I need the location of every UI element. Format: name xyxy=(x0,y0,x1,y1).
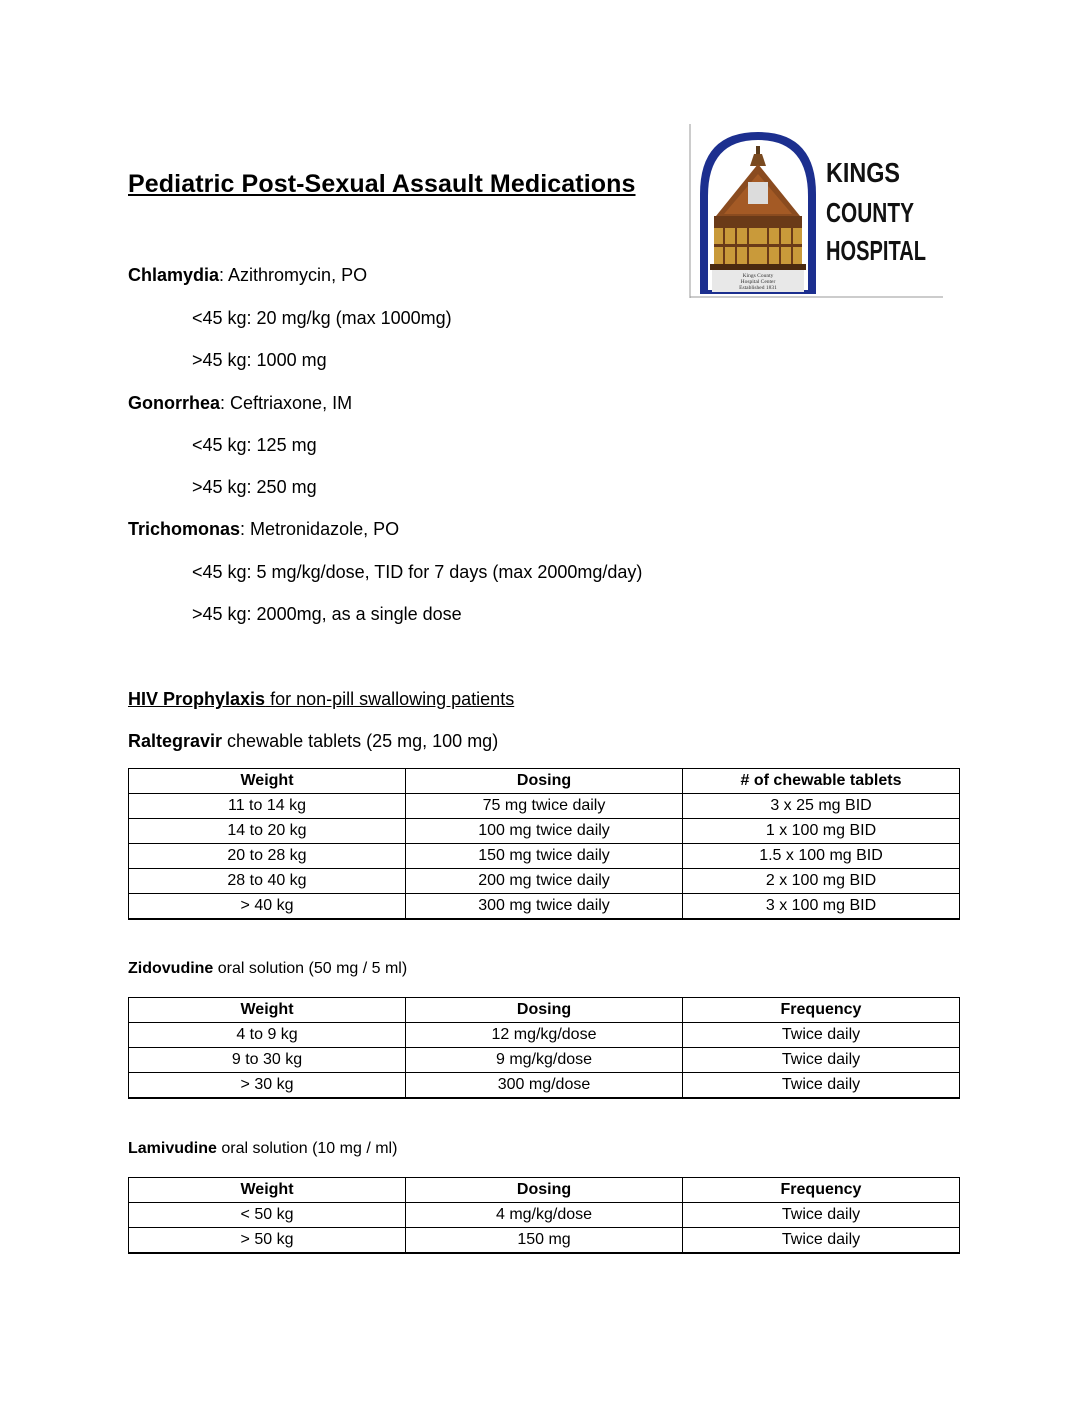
table-cell: Twice daily xyxy=(683,1203,960,1228)
infection-name: Trichomonas xyxy=(128,519,241,539)
table-cell: 9 mg/kg/dose xyxy=(406,1048,683,1073)
table-cell: 4 mg/kg/dose xyxy=(406,1203,683,1228)
infection-heading-chlamydia xyxy=(128,264,367,286)
table-cell: > 50 kg xyxy=(129,1228,406,1254)
table-cell: 4 to 9 kg xyxy=(129,1023,406,1048)
table-cell: 28 to 40 kg xyxy=(129,869,406,894)
zidovudine-table xyxy=(128,997,960,1099)
dose-line: <45 kg: 20 mg/kg (max 1000mg) xyxy=(192,308,452,328)
table-cell: 100 mg twice daily xyxy=(406,819,683,844)
table-cell: > 30 kg xyxy=(129,1073,406,1099)
dose-line: >45 kg: 2000mg, as a single dose xyxy=(192,604,462,624)
logo-word-hospital: HOSPITAL xyxy=(826,235,926,266)
table-cell: 1.5 x 100 mg BID xyxy=(683,844,960,869)
column-header: Dosing xyxy=(406,1178,683,1203)
table-cell: 300 mg twice daily xyxy=(406,894,683,920)
table-cell: 3 x 25 mg BID xyxy=(683,794,960,819)
table-cell: 11 to 14 kg xyxy=(129,794,406,819)
table-row xyxy=(129,819,960,844)
page-title: Pediatric Post-Sexual Assault Medications xyxy=(128,170,636,198)
table-cell: 150 mg twice daily xyxy=(406,844,683,869)
table-row xyxy=(129,869,960,894)
infection-heading-gonorrhea xyxy=(128,392,352,414)
table-cell: 9 to 30 kg xyxy=(129,1048,406,1073)
table-row xyxy=(129,894,960,920)
hiv-heading-bold: HIV Prophylaxis xyxy=(128,689,266,709)
column-header: # of chewable tablets xyxy=(683,769,960,794)
column-header: Dosing xyxy=(406,769,683,794)
hiv-section-heading xyxy=(128,688,514,710)
table-cell: 200 mg twice daily xyxy=(406,869,683,894)
column-header: Weight xyxy=(129,769,406,794)
drug-name: Lamivudine xyxy=(128,1140,217,1157)
table-cell: 14 to 20 kg xyxy=(129,819,406,844)
drug-desc: chewable tablets (25 mg, 100 mg) xyxy=(222,731,499,751)
zidovudine-heading xyxy=(128,960,407,978)
table-row xyxy=(129,1048,960,1073)
table-row xyxy=(129,794,960,819)
table-header-row xyxy=(129,998,960,1023)
table-header-row xyxy=(129,769,960,794)
table-cell: > 40 kg xyxy=(129,894,406,920)
table-cell: 2 x 100 mg BID xyxy=(683,869,960,894)
logo-word-county: COUNTY xyxy=(826,197,915,228)
table-cell: Twice daily xyxy=(683,1023,960,1048)
table-row xyxy=(129,1228,960,1254)
lamivudine-table xyxy=(128,1177,960,1254)
column-header: Frequency xyxy=(683,998,960,1023)
logo-seal-line-1: Kings County xyxy=(742,273,774,279)
drug-desc: oral solution (50 mg / 5 ml) xyxy=(213,960,408,977)
dose-line: <45 kg: 125 mg xyxy=(192,435,317,455)
table-cell: < 50 kg xyxy=(129,1203,406,1228)
table-cell: 300 mg/dose xyxy=(406,1073,683,1099)
logo-seal-line-3: Established 1831 xyxy=(739,285,777,291)
lamivudine-heading xyxy=(128,1140,397,1158)
column-header: Weight xyxy=(129,1178,406,1203)
raltegravir-heading xyxy=(128,730,498,752)
table-cell: Twice daily xyxy=(683,1073,960,1099)
column-header: Dosing xyxy=(406,998,683,1023)
table-row xyxy=(129,1203,960,1228)
table-cell: 20 to 28 kg xyxy=(129,844,406,869)
column-header: Weight xyxy=(129,998,406,1023)
dose-line: >45 kg: 250 mg xyxy=(192,477,317,497)
infection-drug: : Azithromycin, PO xyxy=(219,265,368,285)
table-cell: Twice daily xyxy=(683,1228,960,1254)
drug-desc: oral solution (10 mg / ml) xyxy=(216,1140,398,1157)
table-cell: 75 mg twice daily xyxy=(406,794,683,819)
table-cell: 12 mg/kg/dose xyxy=(406,1023,683,1048)
logo-word-kings: KINGS xyxy=(826,157,900,188)
hospital-logo xyxy=(690,124,943,298)
table-cell: Twice daily xyxy=(683,1048,960,1073)
column-header: Frequency xyxy=(683,1178,960,1203)
table-cell: 1 x 100 mg BID xyxy=(683,819,960,844)
table-row xyxy=(129,1073,960,1099)
table-cell: 3 x 100 mg BID xyxy=(683,894,960,920)
table-row xyxy=(129,1023,960,1048)
table-row xyxy=(129,844,960,869)
hiv-heading-rest: for non-pill swallowing patients xyxy=(265,689,515,709)
table-cell: 150 mg xyxy=(406,1228,683,1254)
dose-line: <45 kg: 5 mg/kg/dose, TID for 7 days (max 2000mg/day) xyxy=(192,562,643,582)
drug-name: Raltegravir xyxy=(128,731,223,751)
dose-line: >45 kg: 1000 mg xyxy=(192,350,327,370)
infection-drug: : Ceftriaxone, IM xyxy=(220,393,353,413)
infection-drug: : Metronidazole, PO xyxy=(240,519,400,539)
infection-name: Gonorrhea xyxy=(128,393,221,413)
infection-heading-trichomonas xyxy=(128,518,399,540)
raltegravir-table xyxy=(128,768,960,920)
drug-name: Zidovudine xyxy=(128,960,214,977)
infection-name: Chlamydia xyxy=(128,265,220,285)
table-header-row xyxy=(129,1178,960,1203)
logo-seal-line-2: Hospital Center xyxy=(740,279,776,285)
